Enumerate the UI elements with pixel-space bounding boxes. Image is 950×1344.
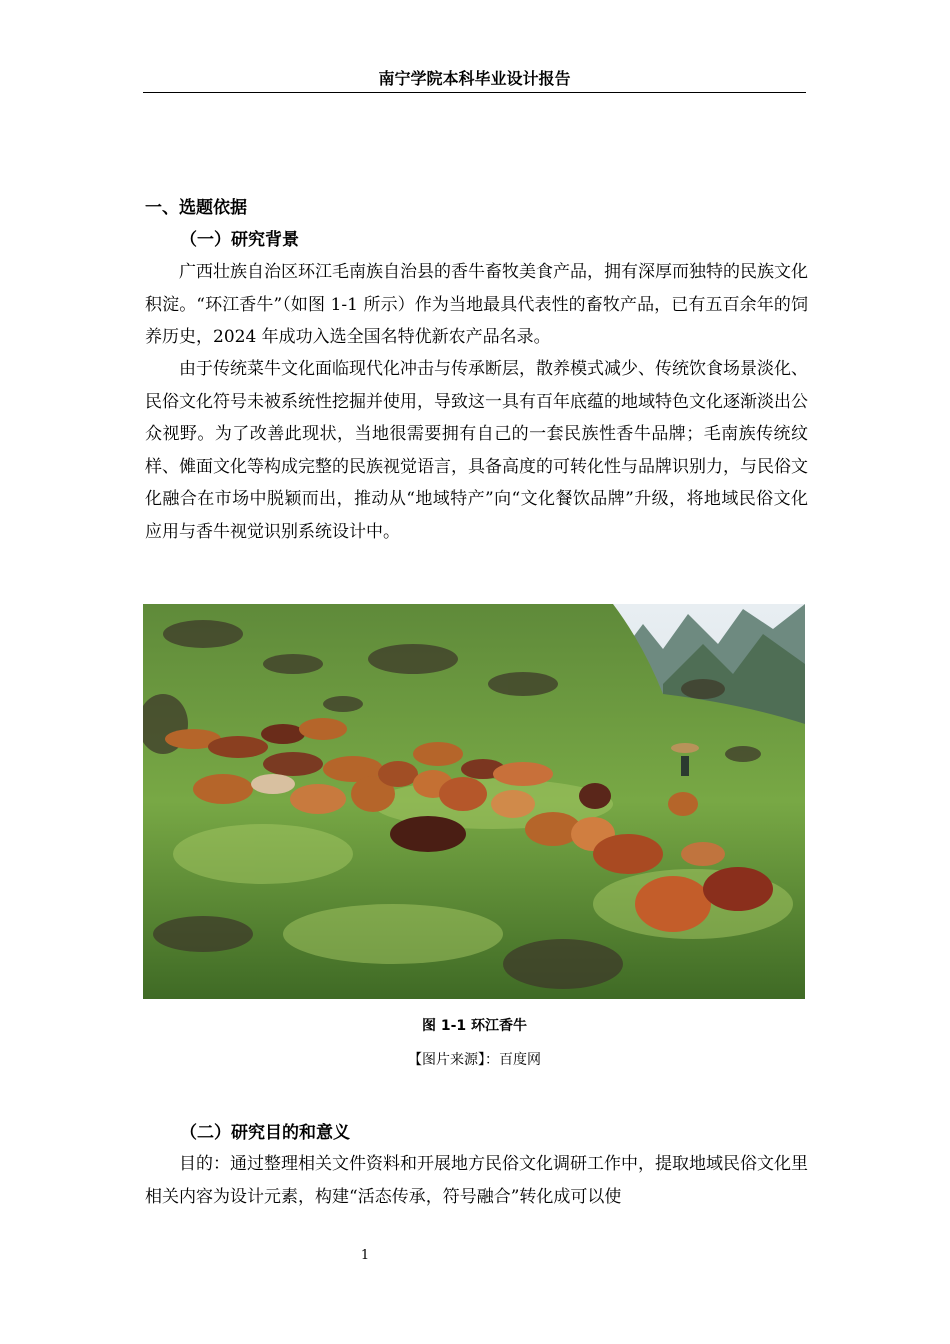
section-heading: 一、选题依据: [145, 198, 247, 218]
paragraph-purpose: 目的：通过整理相关文件资料和开展地方民俗文化调研工作中，提取地域民俗文化里相关内容为设计元素，构建“活态传承，符号融合”转化成可以使: [145, 1154, 808, 1207]
running-header: 南宁学院本科毕业设计报告: [378, 69, 571, 88]
header-rule: [143, 92, 806, 93]
figure-source: 【图片来源】：百度网: [408, 1052, 541, 1068]
page-number: 1: [360, 1248, 370, 1263]
figure-caption: 图 1-1 环江香牛: [421, 1018, 528, 1034]
subsection-heading-background: （一）研究背景: [180, 230, 299, 250]
figure-cattle-photo: [143, 604, 805, 999]
paragraph-background-2: 由于传统菜牛文化面临现代化冲击与传承断层，散养模式减少、传统饮食场景淡化、民俗文化符号未被系统性挖掘并使用，导致这一具有百年底蕴的地域特色文化逐渐淡出公众视野。为了改善此现状，当地很需要拥有自己的一套民族性香牛品牌；毛南族传统纹样、傩面文化等构成完整的民族视觉语言，具备高度的可转化性与品牌识别力，与民俗文化融合在市场中脱颖而出，推动从“地域特产”向“文化餐饮品牌”升级，将地域民俗文化应用与香牛视觉识别系统设计中。: [145, 359, 808, 542]
paragraph-background-1: 广西壮族自治区环江毛南族自治县的香牛畜牧美食产品，拥有深厚而独特的民族文化积淀。“环江香牛”（如图 1-1 所示）作为当地最具代表性的畜牧产品，已有五百余年的饲养历史，2024 年成功入选全国名特优新农产品名录。: [145, 262, 808, 348]
subsection-heading-purpose: （二）研究目的和意义: [180, 1123, 350, 1143]
